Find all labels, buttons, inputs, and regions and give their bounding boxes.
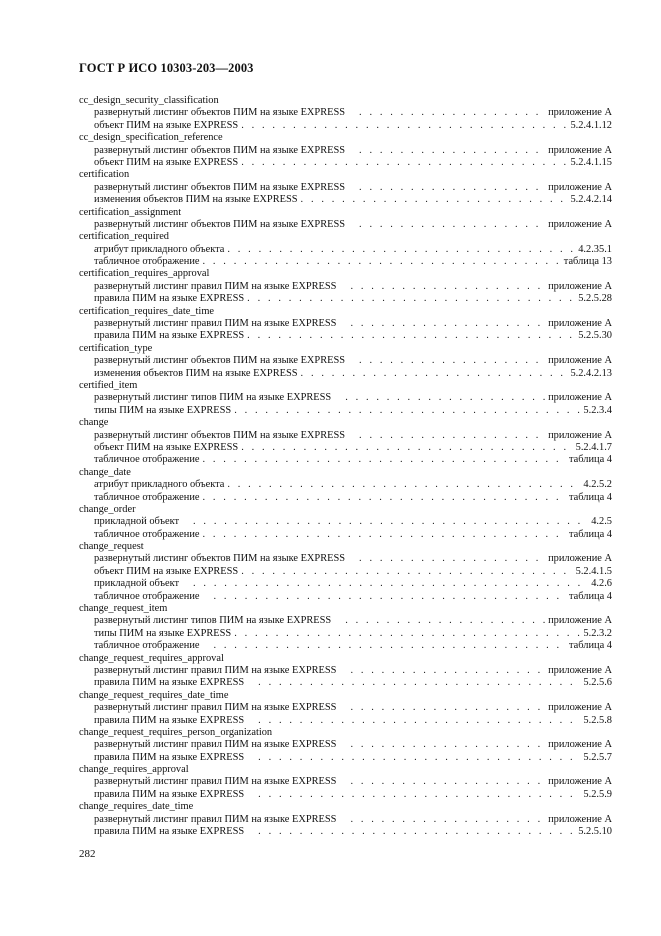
entry-reference: таблица 4	[568, 454, 612, 466]
dot-leader	[203, 454, 566, 466]
index-entry	[79, 293, 612, 305]
dot-leader	[241, 566, 572, 578]
entry-reference: приложение А	[548, 664, 612, 676]
entry-reference: приложение А	[548, 392, 612, 404]
entry-reference: 5.2.4.1.5	[575, 565, 612, 577]
dot-leader	[359, 145, 545, 157]
entry-label: правила ПИМ на языке EXPRESS	[94, 788, 245, 800]
dot-leader	[227, 244, 575, 256]
index-term: change_order	[79, 503, 136, 515]
index-entry	[79, 219, 612, 231]
entry-reference: 4.2.5	[591, 516, 612, 528]
entry-reference: приложение А	[548, 429, 612, 441]
index-entry	[79, 752, 612, 764]
index-term: certification_required	[79, 231, 170, 243]
index-term: change_request_requires_person_organization	[79, 726, 273, 738]
entry-reference: таблица 4	[568, 491, 612, 503]
entry-reference: 5.2.5.8	[583, 714, 612, 726]
entry-reference: приложение А	[548, 739, 612, 751]
dot-leader	[345, 615, 545, 627]
entry-label: прикладной объект	[94, 578, 180, 590]
dot-leader	[241, 442, 572, 454]
index-term: change_date	[79, 466, 131, 478]
entry-label: развернутый листинг правил ПИМ на языке EXPRESS	[94, 318, 337, 330]
index-entry	[79, 628, 612, 640]
page-number: 282	[79, 848, 96, 860]
entry-reference: приложение А	[548, 355, 612, 367]
entry-reference: 5.2.5.7	[583, 751, 612, 763]
index-term: change_requires_approval	[79, 764, 189, 776]
entry-reference: приложение А	[548, 107, 612, 119]
index-entry	[79, 566, 612, 578]
entry-label: табличное отображение	[94, 454, 200, 466]
index-term: certification_requires_date_time	[79, 305, 215, 317]
dot-leader	[203, 256, 561, 268]
index-entry	[79, 244, 612, 256]
entry-reference: приложение А	[548, 776, 612, 788]
index-term: certification_requires_approval	[79, 268, 210, 280]
dot-leader	[350, 281, 545, 293]
index-entry	[79, 281, 612, 293]
entry-reference: приложение А	[548, 280, 612, 292]
entry-reference: 4.2.6	[591, 578, 612, 590]
index-entry	[79, 776, 612, 788]
entry-label: правила ПИМ на языке EXPRESS	[94, 751, 245, 763]
entry-reference: 5.2.4.1.7	[575, 441, 612, 453]
index-term: certification	[79, 169, 130, 181]
index-entry	[79, 640, 612, 652]
index-term: change	[79, 417, 109, 429]
entry-label: табличное отображение	[94, 491, 200, 503]
index-term: certified_item	[79, 379, 138, 391]
entry-label: объект ПИМ на языке EXPRESS	[94, 156, 239, 168]
entry-reference: таблица 13	[563, 256, 612, 268]
entry-label: развернутый листинг типов ПИМ на языке EXPRESS	[94, 392, 332, 404]
index-entry	[79, 591, 612, 603]
entry-reference: 5.2.4.1.12	[570, 119, 612, 131]
dot-leader	[345, 392, 545, 404]
entry-label: правила ПИМ на языке EXPRESS	[94, 677, 245, 689]
entry-reference: 5.2.4.2.14	[570, 194, 612, 206]
entry-label: объект ПИМ на языке EXPRESS	[94, 119, 239, 131]
index-entry	[79, 677, 612, 689]
entry-reference: таблица 4	[568, 590, 612, 602]
index-entry	[79, 553, 612, 565]
entry-label: развернутый листинг правил ПИМ на языке EXPRESS	[94, 813, 337, 825]
index-entry	[79, 479, 612, 491]
entry-reference: приложение А	[548, 218, 612, 230]
index-entry	[79, 368, 612, 380]
entry-label: табличное отображение	[94, 640, 200, 652]
dot-leader	[359, 553, 545, 565]
index-entry	[79, 194, 612, 206]
entry-reference: приложение А	[548, 144, 612, 156]
index-entry	[79, 430, 612, 442]
index-entry	[79, 826, 612, 838]
entry-label: атрибут прикладного объекта	[94, 479, 225, 491]
dot-leader	[258, 715, 580, 727]
entry-label: правила ПИМ на языке EXPRESS	[94, 826, 245, 838]
dot-leader	[247, 293, 575, 305]
entry-reference: приложение А	[548, 813, 612, 825]
index-entry	[79, 330, 612, 342]
dot-leader	[203, 492, 566, 504]
entry-reference: 5.2.5.9	[583, 788, 612, 800]
entry-reference: 5.2.3.2	[583, 627, 612, 639]
entry-label: табличное отображение	[94, 528, 200, 540]
index-entry	[79, 516, 612, 528]
dot-leader	[241, 157, 567, 169]
dot-leader	[350, 665, 545, 677]
entry-label: табличное отображение	[94, 590, 200, 602]
dot-leader	[258, 826, 575, 838]
index-entry	[79, 529, 612, 541]
dot-leader	[193, 578, 588, 590]
entry-label: правила ПИМ на языке EXPRESS	[94, 330, 245, 342]
dot-leader	[234, 628, 580, 640]
dot-leader	[350, 814, 545, 826]
entry-label: развернутый листинг правил ПИМ на языке EXPRESS	[94, 776, 337, 788]
index-entry	[79, 182, 612, 194]
entry-reference: приложение А	[548, 702, 612, 714]
index-term: certification_assignment	[79, 206, 182, 218]
index-entry	[79, 492, 612, 504]
index-term: change_request_requires_date_time	[79, 689, 229, 701]
index-term: change_request	[79, 541, 144, 553]
dot-leader	[234, 405, 580, 417]
entry-reference: 5.2.5.30	[578, 330, 612, 342]
entry-reference: 5.2.5.6	[583, 677, 612, 689]
entry-reference: приложение А	[548, 181, 612, 193]
dot-leader	[359, 355, 545, 367]
index-entry	[79, 145, 612, 157]
entry-reference: 4.2.35.1	[578, 243, 612, 255]
index-entry	[79, 789, 612, 801]
dot-leader	[301, 368, 568, 380]
dot-leader	[359, 182, 545, 194]
dot-leader	[247, 330, 575, 342]
index-entry	[79, 442, 612, 454]
dot-leader	[258, 752, 580, 764]
entry-label: типы ПИМ на языке EXPRESS	[94, 627, 232, 639]
index-entry	[79, 405, 612, 417]
index-entry	[79, 355, 612, 367]
entry-label: развернутый листинг правил ПИМ на языке EXPRESS	[94, 280, 337, 292]
index-entry	[79, 107, 612, 119]
entry-label: типы ПИМ на языке EXPRESS	[94, 404, 232, 416]
entry-reference: 5.2.4.2.13	[570, 367, 612, 379]
index-term: change_request_item	[79, 603, 168, 615]
dot-leader	[301, 194, 568, 206]
dot-leader	[350, 739, 545, 751]
entry-label: развернутый листинг объектов ПИМ на языке EXPRESS	[94, 218, 346, 230]
dot-leader	[241, 120, 567, 132]
dot-leader	[350, 318, 545, 330]
index-term: change_request_requires_approval	[79, 652, 224, 664]
entry-label: развернутый листинг правил ПИМ на языке EXPRESS	[94, 702, 337, 714]
entry-reference: 5.2.5.10	[578, 826, 612, 838]
entry-label: развернутый листинг объектов ПИМ на языке EXPRESS	[94, 144, 346, 156]
dot-leader	[227, 479, 580, 491]
index-term: cc_design_specification_reference	[79, 132, 223, 144]
index-entry	[79, 157, 612, 169]
entry-label: атрибут прикладного объекта	[94, 243, 225, 255]
entry-label: объект ПИМ на языке EXPRESS	[94, 441, 239, 453]
dot-leader	[214, 591, 566, 603]
index-entry	[79, 814, 612, 826]
index-term: cc_design_security_classification	[79, 95, 219, 106]
entry-label: изменения объектов ПИМ на языке EXPRESS	[94, 194, 298, 206]
dot-leader	[350, 776, 545, 788]
entry-label: развернутый листинг типов ПИМ на языке EXPRESS	[94, 615, 332, 627]
entry-label: развернутый листинг объектов ПИМ на языке EXPRESS	[94, 553, 346, 565]
entry-label: табличное отображение	[94, 256, 200, 268]
entry-reference: приложение А	[548, 553, 612, 565]
index-entry	[79, 702, 612, 714]
entry-label: развернутый листинг объектов ПИМ на языке EXPRESS	[94, 181, 346, 193]
entry-label: развернутый листинг объектов ПИМ на языке EXPRESS	[94, 107, 346, 119]
index-entry	[79, 665, 612, 677]
index-term: certification_type	[79, 342, 153, 354]
index-entry	[79, 739, 612, 751]
entry-label: изменения объектов ПИМ на языке EXPRESS	[94, 367, 298, 379]
dot-leader	[258, 677, 580, 689]
page-header-title: ГОСТ Р ИСО 10303-203—2003	[79, 61, 254, 75]
entry-reference: 5.2.4.1.15	[570, 156, 612, 168]
dot-leader	[214, 640, 566, 652]
index-entry	[79, 256, 612, 268]
entry-reference: 5.2.3.4	[583, 404, 612, 416]
entry-reference: приложение А	[548, 615, 612, 627]
entry-reference: таблица 4	[568, 528, 612, 540]
entry-reference: приложение А	[548, 318, 612, 330]
dot-leader	[350, 702, 545, 714]
entry-label: развернутый листинг правил ПИМ на языке EXPRESS	[94, 739, 337, 751]
entry-label: правила ПИМ на языке EXPRESS	[94, 293, 245, 305]
entry-label: прикладной объект	[94, 516, 180, 528]
entry-reference: таблица 4	[568, 640, 612, 652]
entry-reference: 4.2.5.2	[583, 479, 612, 491]
entry-label: правила ПИМ на языке EXPRESS	[94, 714, 245, 726]
index-entry	[79, 578, 612, 590]
entry-label: развернутый листинг объектов ПИМ на языке EXPRESS	[94, 429, 346, 441]
dot-leader	[359, 430, 545, 442]
index-term: change_requires_date_time	[79, 801, 194, 813]
dot-leader	[203, 529, 566, 541]
index-entry	[79, 615, 612, 627]
dot-leader	[258, 789, 580, 801]
entry-label: объект ПИМ на языке EXPRESS	[94, 565, 239, 577]
entry-reference: 5.2.5.28	[578, 293, 612, 305]
subject-index	[79, 95, 612, 838]
entry-label: развернутый листинг правил ПИМ на языке EXPRESS	[94, 664, 337, 676]
index-entry	[79, 715, 612, 727]
index-entry	[79, 392, 612, 404]
entry-label: развернутый листинг объектов ПИМ на языке EXPRESS	[94, 355, 346, 367]
index-entry	[79, 318, 612, 330]
dot-leader	[359, 107, 545, 119]
dot-leader	[193, 516, 588, 528]
dot-leader	[359, 219, 545, 231]
index-entry	[79, 120, 612, 132]
index-entry	[79, 454, 612, 466]
